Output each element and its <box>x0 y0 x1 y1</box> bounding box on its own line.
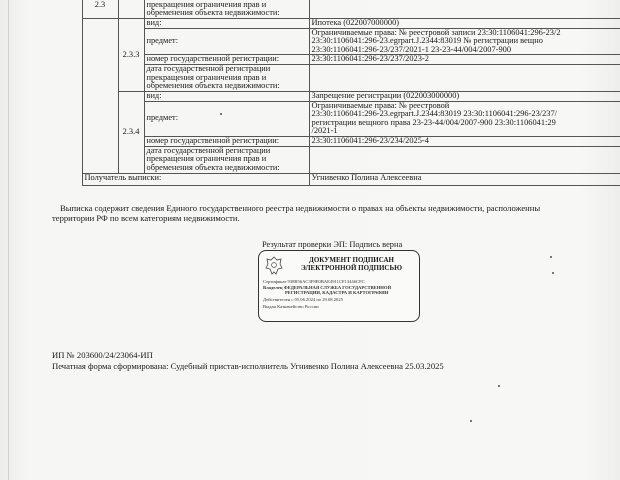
vid-value: Ипотека (022007000000) <box>309 19 620 29</box>
table-row <box>82 173 620 185</box>
predmet-value <box>309 101 620 136</box>
stamp-issuer: Выдан Казначейство России <box>263 304 319 309</box>
recipient-value: Угнивенко Полина Алексеевна <box>309 173 620 185</box>
table-row <box>82 91 620 101</box>
stamp-certificate: Сертификат 938B56AC3F8E0BAE4911CF13446CFC <box>263 279 365 284</box>
row-number: 2.3.3 <box>118 19 144 92</box>
nomer-value: 23:30:1106041:296-23/234/2025-4 <box>309 136 620 146</box>
scan-speck <box>498 385 500 387</box>
vid-label: вид: <box>144 91 309 101</box>
page-fold <box>8 0 9 480</box>
table-row <box>82 19 620 29</box>
stamp-owner: Владелец ФЕДЕРАЛЬНАЯ СЛУЖБА ГОСУДАРСТВЕННОЙ <box>263 285 392 290</box>
table-row <box>82 0 620 19</box>
predmet-line: регистрации вещного права 23-23-44/004/2007-900 23:30:1106041:29 <box>311 117 556 127</box>
predmet-label: предмет: <box>144 28 309 55</box>
scan-speck <box>470 420 472 422</box>
recipient-label: Получатель выписки: <box>82 173 309 185</box>
encumbrance-table <box>82 0 620 186</box>
nomer-label: номер государственной регистрации: <box>144 136 309 146</box>
table-row <box>82 64 620 91</box>
note-line-2: территории РФ по всем категориям недвижимости. <box>52 213 240 223</box>
predmet-line: 23:30:1106041:296-23/237/2021-1 23-23-44/004/2007-900 <box>311 44 512 54</box>
data-label: дата государственной регистрации прекращения ограничения прав и обременения объекта недвижимости: <box>144 64 309 91</box>
row-label: прекращения ограничения прав и обременения объекта недвижимости: <box>144 0 309 19</box>
vid-value: Запрещение регистрации (022003000000) <box>309 91 620 101</box>
scan-speck <box>220 113 222 115</box>
data-label: дата государственной регистрации прекращения ограничения прав и обременения объекта недвижимости: <box>144 146 309 173</box>
stamp-validity: Действителен с 05.06.2024 по 29.08.2025 <box>263 297 343 302</box>
scan-speck <box>550 256 552 258</box>
data-value <box>309 64 620 91</box>
stamp-title <box>289 256 414 272</box>
predmet-value <box>309 28 620 55</box>
table-row <box>82 136 620 146</box>
print-form-info: Печатная форма сформирована: Судебный пристав-исполнитель Угнивенко Полина Алексеевна 25.03.2025 <box>52 361 444 371</box>
enforcement-proceeding-number: ИП № 203600/24/23064-ИП <box>52 350 153 360</box>
coat-of-arms-icon <box>265 256 283 276</box>
table-row <box>82 55 620 65</box>
data-value <box>309 146 620 173</box>
nomer-value: 23:30:1106041:296-23/237/2023-2 <box>309 55 620 65</box>
predmet-label: предмет: <box>144 101 309 136</box>
predmet-line: 23:30:1106041:296-23.egrpart.J.2344:83019 № регистрации вещно <box>311 36 543 46</box>
predmet-line: Ограничиваемые права: № реестровой записи 23:30:1106041:296-23/2 <box>311 28 561 37</box>
predmet-line: /2021-1 <box>311 126 338 136</box>
signature-check-result: Результат проверки ЭП: Подпись верна <box>262 240 403 249</box>
stamp-owner: РЕГИСТРАЦИИ, КАДАСТРА И КАРТОГРАФИИ <box>285 290 389 295</box>
predmet-line: 23:30:1106041:296-23.egrpart.J.2344:83019 23:30:1106041:296-23/237/ <box>311 109 557 119</box>
row-value <box>309 0 620 19</box>
row-number: 2.3.4 <box>118 91 144 173</box>
nomer-label: номер государственной регистрации: <box>144 55 309 65</box>
predmet-line: Ограничиваемые права: № реестровой <box>311 101 450 110</box>
table-row <box>82 101 620 136</box>
electronic-signature-stamp <box>258 250 420 322</box>
stamp-title-line: ДОКУМЕНТ ПОДПИСАН <box>309 256 394 264</box>
note-line-1: Выписка содержит сведения Единого государственного реестра недвижимости о правах на объекты недвижимости, расположенны <box>60 203 541 213</box>
table-row <box>82 28 620 55</box>
section-number: 2.3 <box>82 0 118 19</box>
stamp-title-line: ЭЛЕКТРОННОЙ ПОДПИСЬЮ <box>301 264 402 272</box>
scan-speck <box>552 272 554 274</box>
vid-label: вид: <box>144 19 309 29</box>
table-row <box>82 146 620 173</box>
